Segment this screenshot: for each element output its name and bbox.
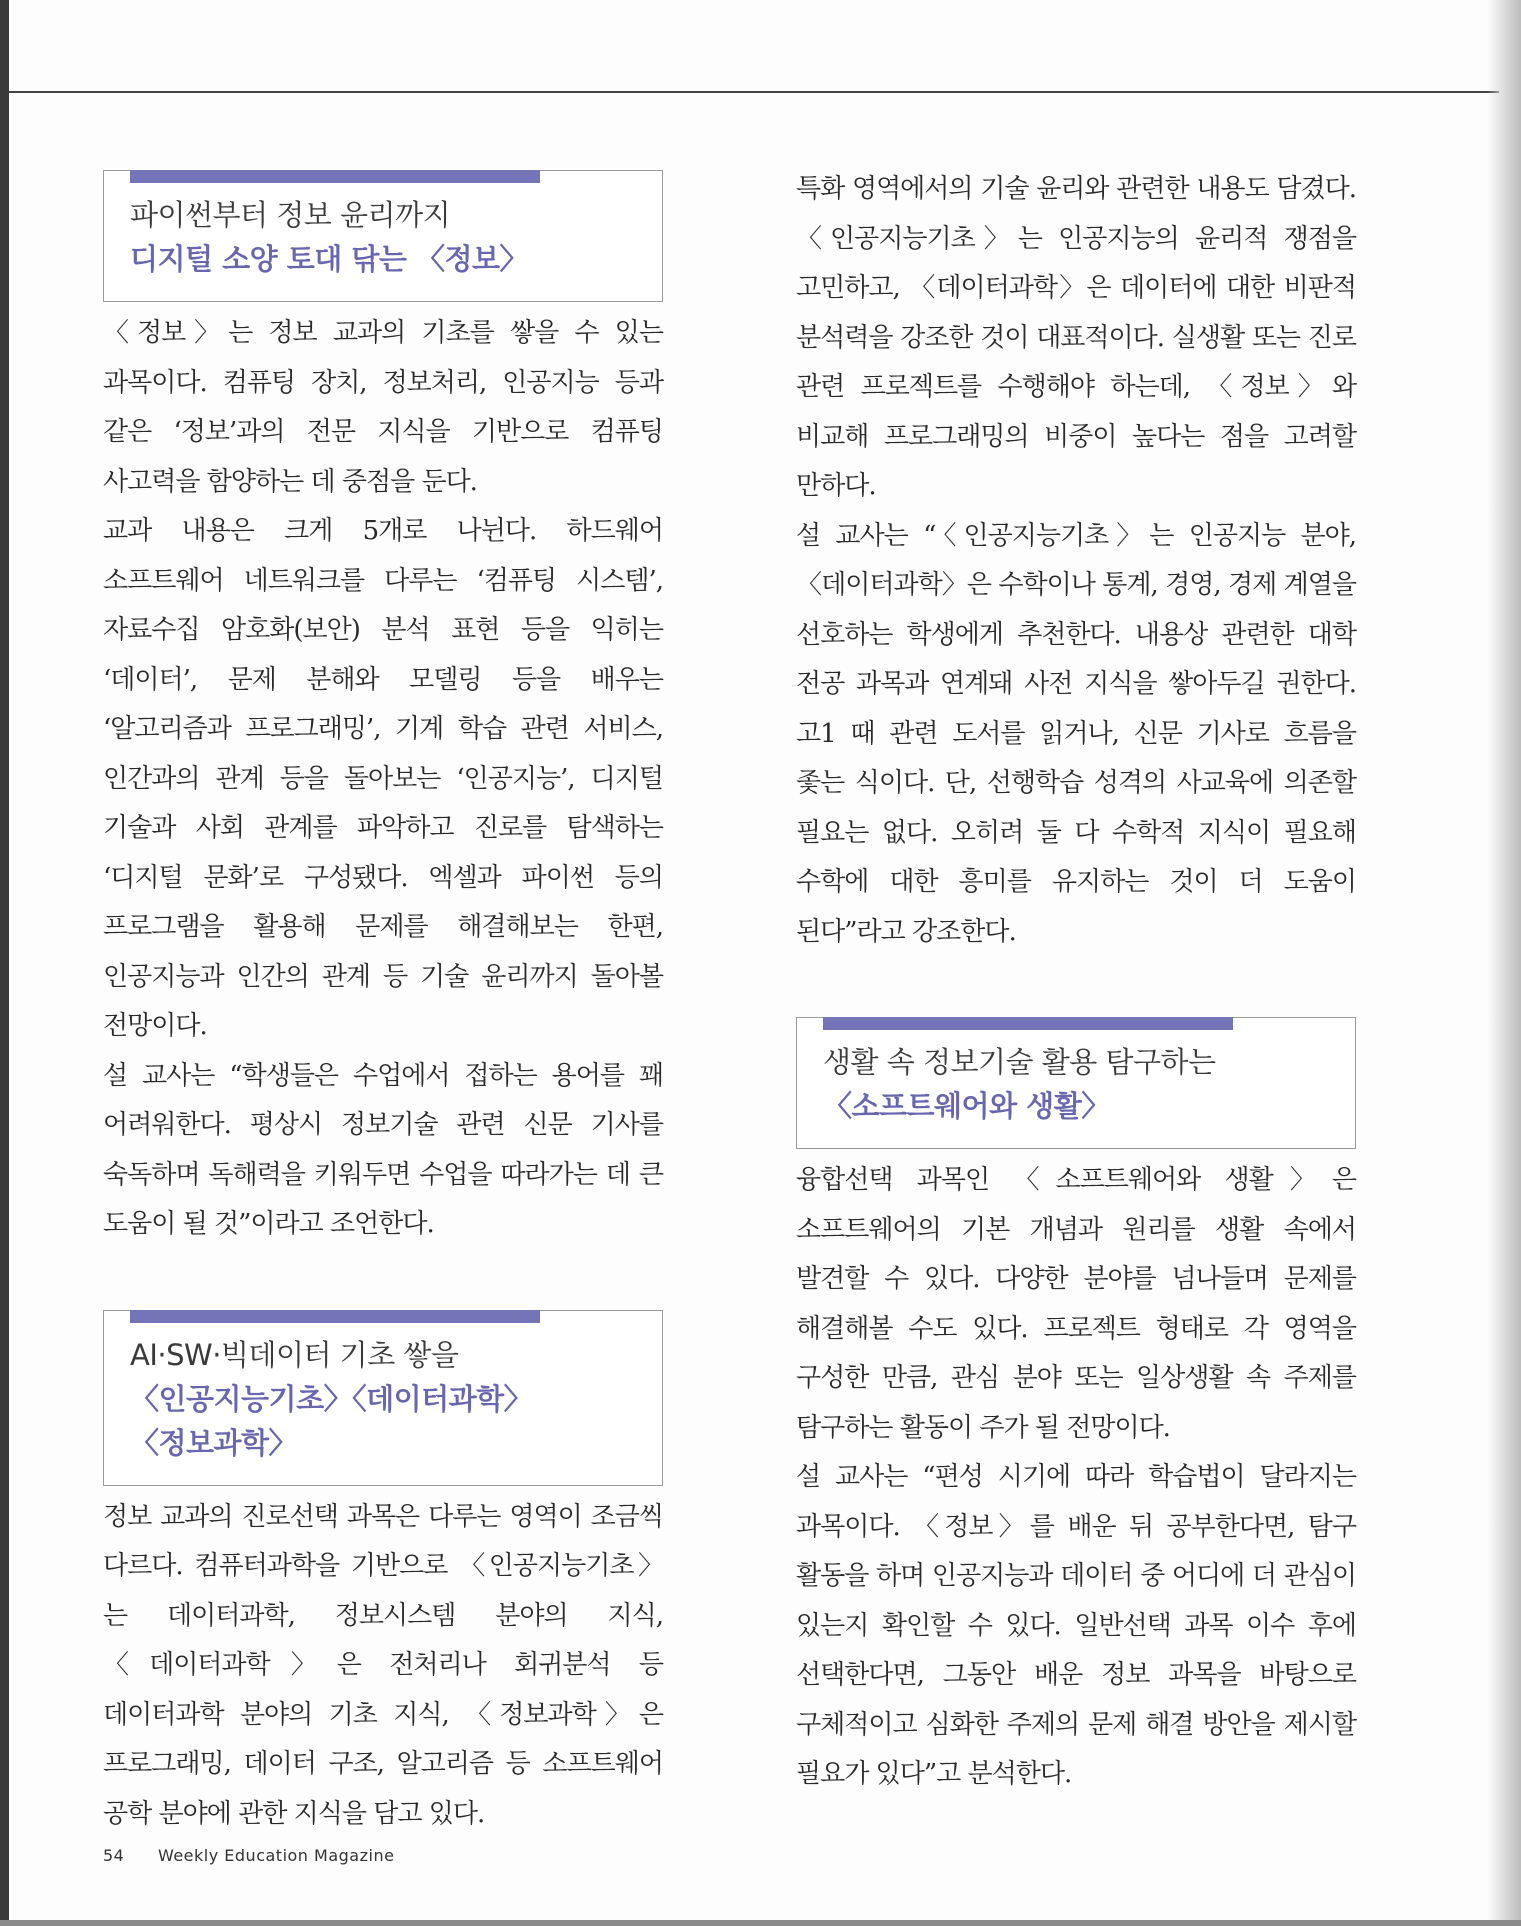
body-paragraph: 교과 내용은 크게 5개로 나뉜다. 하드웨어 소프트웨어 네트워크를 다루는 ‘컴퓨팅 시스템’, 자료수집 암호화(보안) 분석 표현 등을 익히는 ‘데이터’, 문제 분해와 모델링 등을 배우는 ‘알고리즘과 프로그래밍’, 기계 학습 관련 서비스, 인간과의 관계 등을 돌아보는 ‘인공지능’, 디지털 기술과 사회 관계를 파악하고 진로를 탐색하는 ‘디지털 문화’로 구성됐다. 엑셀과 파이썬 등의 프로그램을 활용해 문제를 해결해보는 한편, 인공지능과 인간의 관계 등 기술 윤리까지 돌아볼 전망이다. bbox=[103, 516, 663, 1041]
body-paragraph: 〈정보〉는 정보 교과의 기초를 쌓을 수 있는 과목이다. 컴퓨팅 장치, 정보처리, 인공지능 등과 같은 ‘정보’과의 전문 지식을 기반으로 컴퓨팅 사고력을 함양하는 데 중점을 둔다. bbox=[103, 318, 663, 497]
section-subtitle: AI·SW·빅데이터 기초 쌓을 bbox=[130, 1337, 459, 1372]
page-gutter-shadow bbox=[1487, 0, 1521, 1926]
body-paragraph: 설 교사는 “편성 시기에 따라 학습법이 달라지는 과목이다. 〈정보〉를 배운 뒤 공부한다면, 탐구 활동을 하며 인공지능과 데이터 중 어디에 더 관심이 있는지 확인할 수 있다. 일반선택 과목 이수 후에 선택한다면, 그동안 배운 정보 과목을 바탕으로 구체적이고 심화한 주제의 문제 해결 방안을 제시할 필요가 있다”고 분석한다. bbox=[796, 1462, 1356, 1789]
section-accent-bar bbox=[130, 170, 540, 183]
section-accent-bar bbox=[130, 1310, 540, 1323]
right-column bbox=[796, 165, 1356, 1800]
page-number: 54 bbox=[103, 1846, 125, 1865]
section-title: 〈소프트웨어와 생활〉 bbox=[823, 1089, 1110, 1123]
body-paragraph: 설 교사는 “〈인공지능기초〉는 인공지능 분야, 〈데이터과학〉은 수학이나 통계, 경영, 경제 계열을 선호하는 학생에게 추천한다. 내용상 관련한 대학 전공 과목과 연계돼 사전 지식을 쌓아두길 권한다. 고1 때 관련 도서를 읽거나, 신문 기사로 흐름을 좇는 식이다. 단, 선행학습 성격의 사교육에 의존할 필요는 없다. 오히려 둘 다 수학적 지식이 필요해 수학에 대한 흥미를 유지하는 것이 더 도움이 된다”라고 강조한다. bbox=[796, 520, 1356, 947]
section-heading-box-ai bbox=[103, 1310, 663, 1486]
section-title: 디지털 소양 토대 닦는 〈정보〉 bbox=[130, 242, 529, 276]
section-subtitle: 파이썬부터 정보 윤리까지 bbox=[130, 198, 451, 232]
section-heading-box-software bbox=[796, 1017, 1356, 1149]
body-paragraph: 융합선택 과목인 〈소프트웨어와 생활〉은 소프트웨어의 기본 개념과 원리를 생활 속에서 발견할 수 있다. 다양한 분야를 넘나들며 문제를 해결해볼 수도 있다. 프로젝트 형태로 각 영역을 구성한 만큼, 관심 분야 또는 일상생활 속 주제를 탐구하는 활동이 주가 될 전망이다. bbox=[796, 1165, 1356, 1443]
section-heading-box-info bbox=[103, 170, 663, 302]
section-title-line-1: 〈인공지능기초〉〈데이터과학〉 bbox=[130, 1381, 533, 1416]
section-title-line-2: 〈정보과학〉 bbox=[130, 1425, 298, 1460]
left-column bbox=[103, 170, 663, 1839]
header-rule bbox=[9, 91, 1499, 93]
magazine-name: Weekly Education Magazine bbox=[157, 1846, 395, 1865]
body-paragraph: 정보 교과의 진로선택 과목은 다루는 영역이 조금씩 다르다. 컴퓨터과학을 기반으로 〈인공지능기초〉는 데이터과학, 정보시스템 분야의 지식, 〈데이터과학〉은 전처리나 회귀분석 등 데이터과학 분야의 기초 지식, 〈정보과학〉은 프로그래밍, 데이터 구조, 알고리즘 등 소프트웨어 공학 분야에 관한 지식을 담고 있다. bbox=[103, 1501, 663, 1829]
section-subtitle: 생활 속 정보기술 활용 탐구하는 bbox=[823, 1045, 1216, 1079]
page-footer bbox=[103, 1846, 394, 1865]
section-accent-bar bbox=[823, 1017, 1233, 1030]
body-paragraph: 설 교사는 “학생들은 수업에서 접하는 용어를 꽤 어려워한다. 평상시 정보기술 관련 신문 기사를 숙독하며 독해력을 키워두면 수업을 따라가는 데 큰 도움이 될 것”이라고 조언한다. bbox=[103, 1060, 663, 1239]
body-paragraph: 특화 영역에서의 기술 윤리와 관련한 내용도 담겼다. 〈인공지능기초〉는 인공지능의 윤리적 쟁점을 고민하고, 〈데이터과학〉은 데이터에 대한 비판적 분석력을 강조한 것이 대표적이다. 실생활 또는 진로 관련 프로젝트를 수행해야 하는데, 〈정보〉와 비교해 프로그래밍의 비중이 높다는 점을 고려할 만하다. bbox=[796, 174, 1356, 501]
page-bottom-edge bbox=[0, 1920, 1521, 1926]
page-left-edge bbox=[0, 0, 9, 1926]
